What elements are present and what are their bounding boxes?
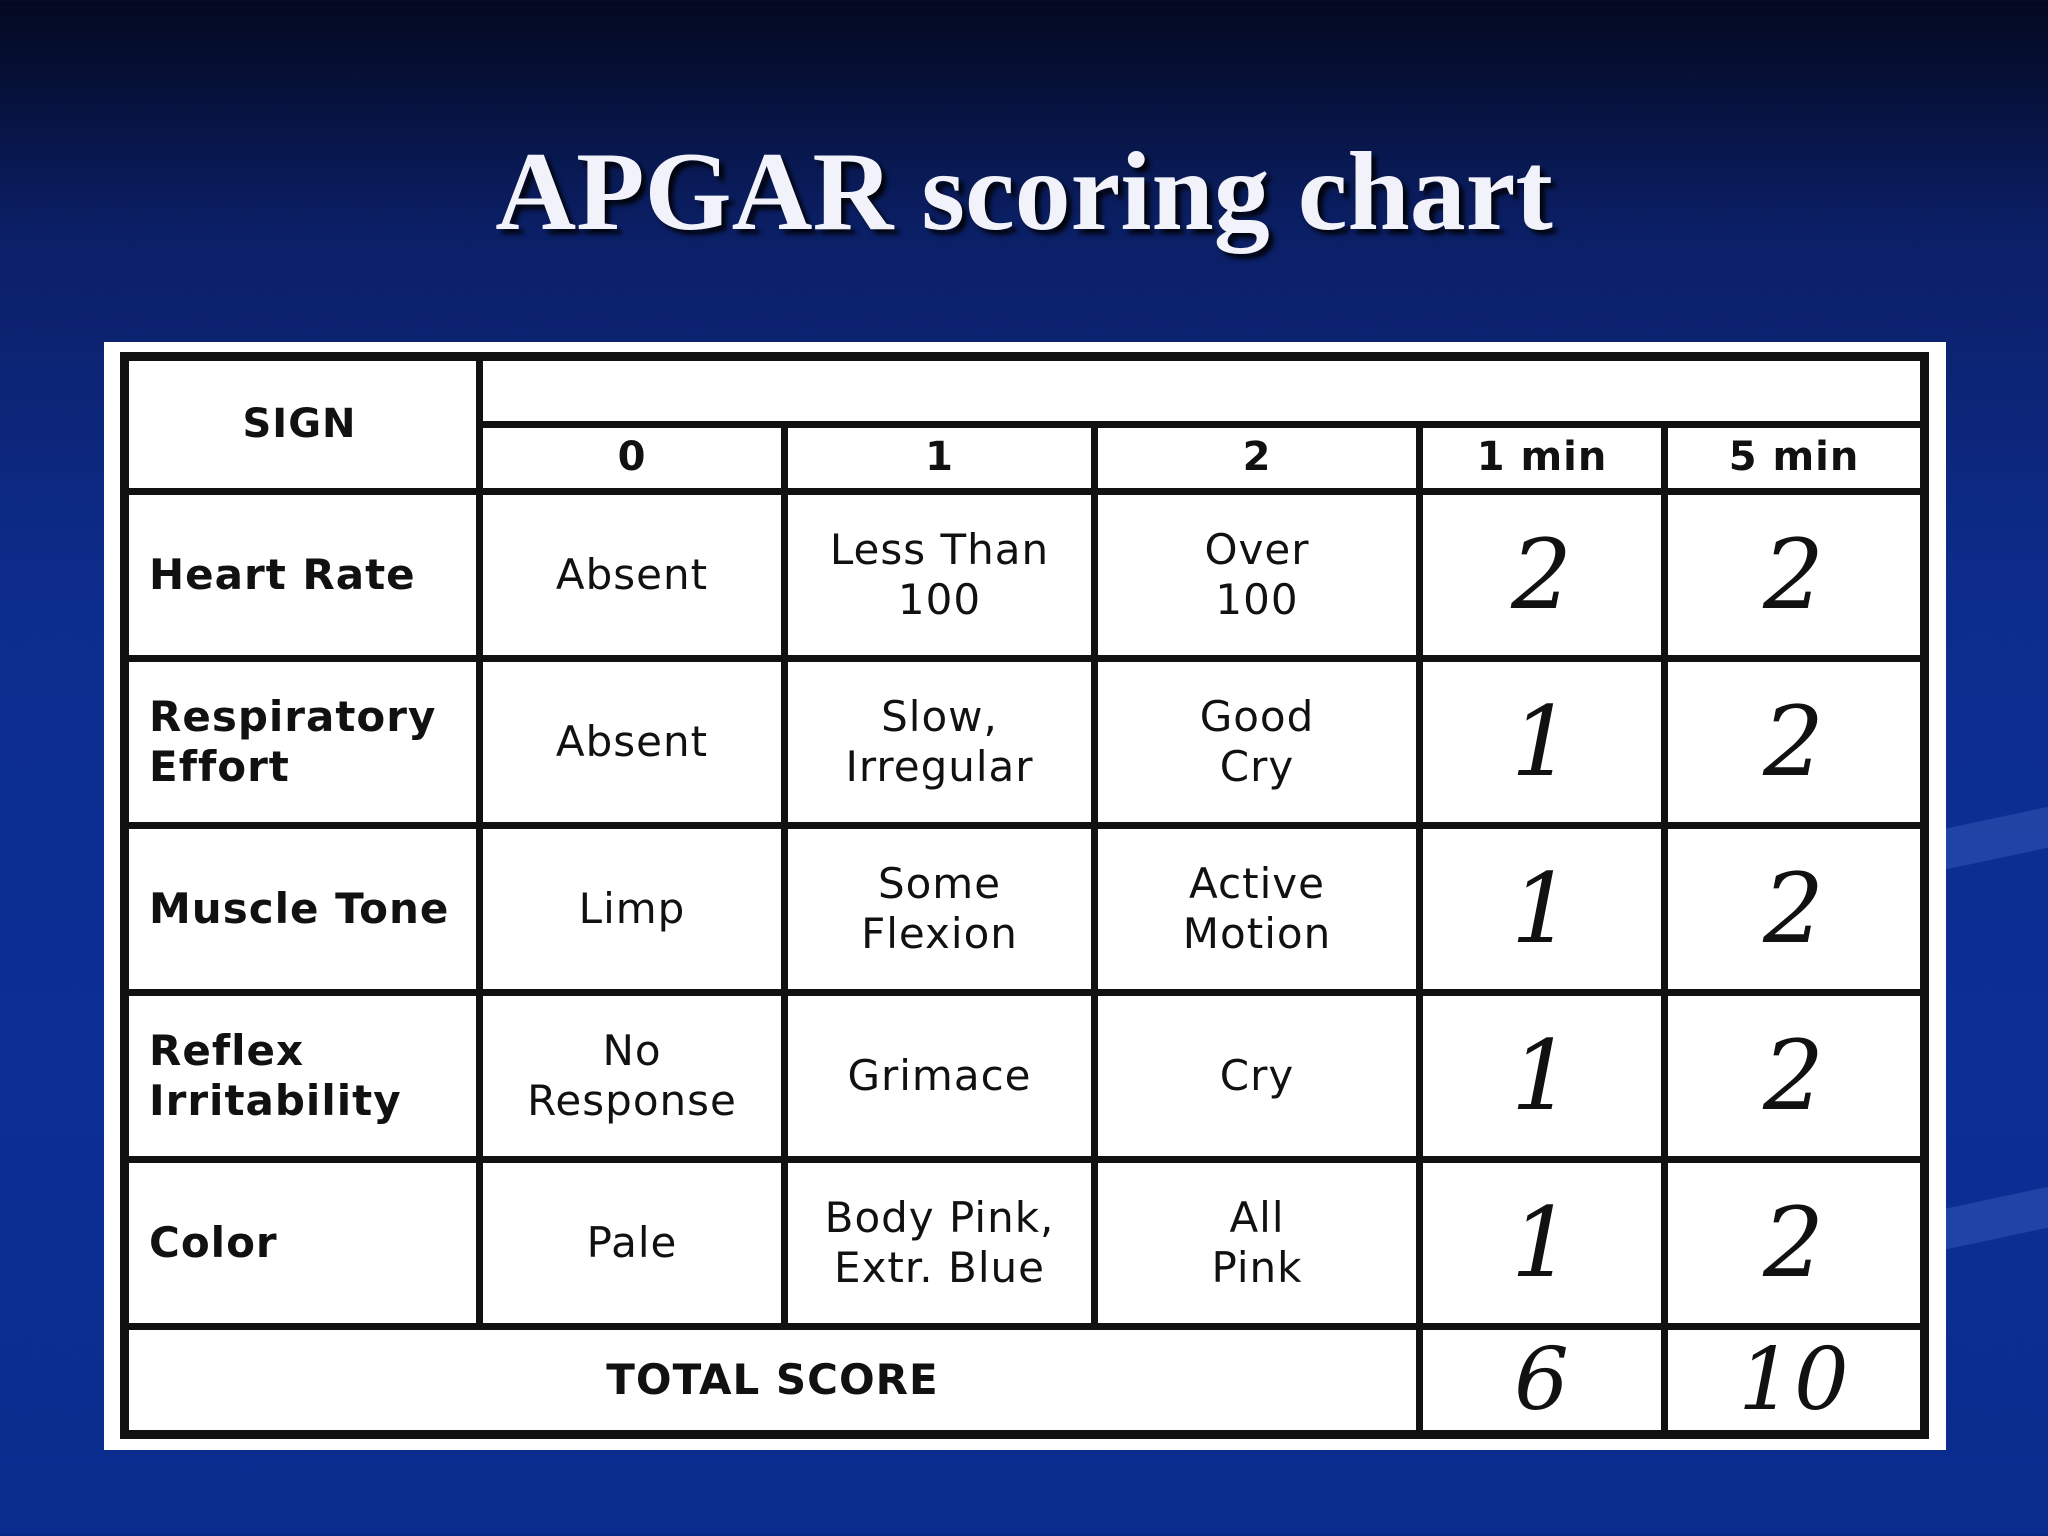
total-5-min: 10: [1665, 1327, 1925, 1435]
sign-header: SIGN: [125, 357, 480, 492]
score-0-cell: No Response: [480, 993, 785, 1160]
score-1-min-cell: 1: [1420, 1160, 1665, 1327]
table-row: [125, 492, 1925, 659]
slide-title: APGAR scoring chart: [495, 130, 1553, 254]
score-0-cell: Pale: [480, 1160, 785, 1327]
score-1-min-cell: 1: [1420, 826, 1665, 993]
score-2-cell: Active Motion: [1095, 826, 1420, 993]
column-header-1: 1: [785, 425, 1095, 492]
score-0-cell: Absent: [480, 492, 785, 659]
apgar-table: [120, 352, 1929, 1439]
table-row: [125, 659, 1925, 826]
score-5-min-cell: 2: [1665, 993, 1925, 1160]
score-5-min-cell: 2: [1665, 1160, 1925, 1327]
column-header-5-min: 5 min: [1665, 425, 1925, 492]
score-5-min-cell: 2: [1665, 826, 1925, 993]
column-header-1-min: 1 min: [1420, 425, 1665, 492]
total-score-label: TOTAL SCORE: [125, 1327, 1420, 1435]
score-5-min-cell: 2: [1665, 492, 1925, 659]
score-2-cell: Over 100: [1095, 492, 1420, 659]
score-5-min-cell: 2: [1665, 659, 1925, 826]
score-1-min-cell: 1: [1420, 659, 1665, 826]
column-header-0: 0: [480, 425, 785, 492]
score-1-cell: Less Than 100: [785, 492, 1095, 659]
sign-cell: Heart Rate: [125, 492, 480, 659]
score-1-cell: Slow, Irregular: [785, 659, 1095, 826]
sign-cell: Respiratory Effort: [125, 659, 480, 826]
scanned-chart-sheet: [104, 342, 1946, 1450]
score-0-cell: Absent: [480, 659, 785, 826]
score-0-cell: Limp: [480, 826, 785, 993]
score-1-cell: Body Pink, Extr. Blue: [785, 1160, 1095, 1327]
sign-cell: Reflex Irritability: [125, 993, 480, 1160]
score-2-cell: Good Cry: [1095, 659, 1420, 826]
score-1-cell: Grimace: [785, 993, 1095, 1160]
table-row: [125, 1160, 1925, 1327]
score-1-cell: Some Flexion: [785, 826, 1095, 993]
sign-cell: Muscle Tone: [125, 826, 480, 993]
sign-cell: Color: [125, 1160, 480, 1327]
total-1-min: 6: [1420, 1327, 1665, 1435]
table-row: [125, 826, 1925, 993]
score-1-min-cell: 1: [1420, 993, 1665, 1160]
header-blank-cell: [480, 357, 1925, 425]
table-row: [125, 993, 1925, 1160]
score-1-min-cell: 2: [1420, 492, 1665, 659]
score-2-cell: All Pink: [1095, 1160, 1420, 1327]
score-2-cell: Cry: [1095, 993, 1420, 1160]
column-header-2: 2: [1095, 425, 1420, 492]
